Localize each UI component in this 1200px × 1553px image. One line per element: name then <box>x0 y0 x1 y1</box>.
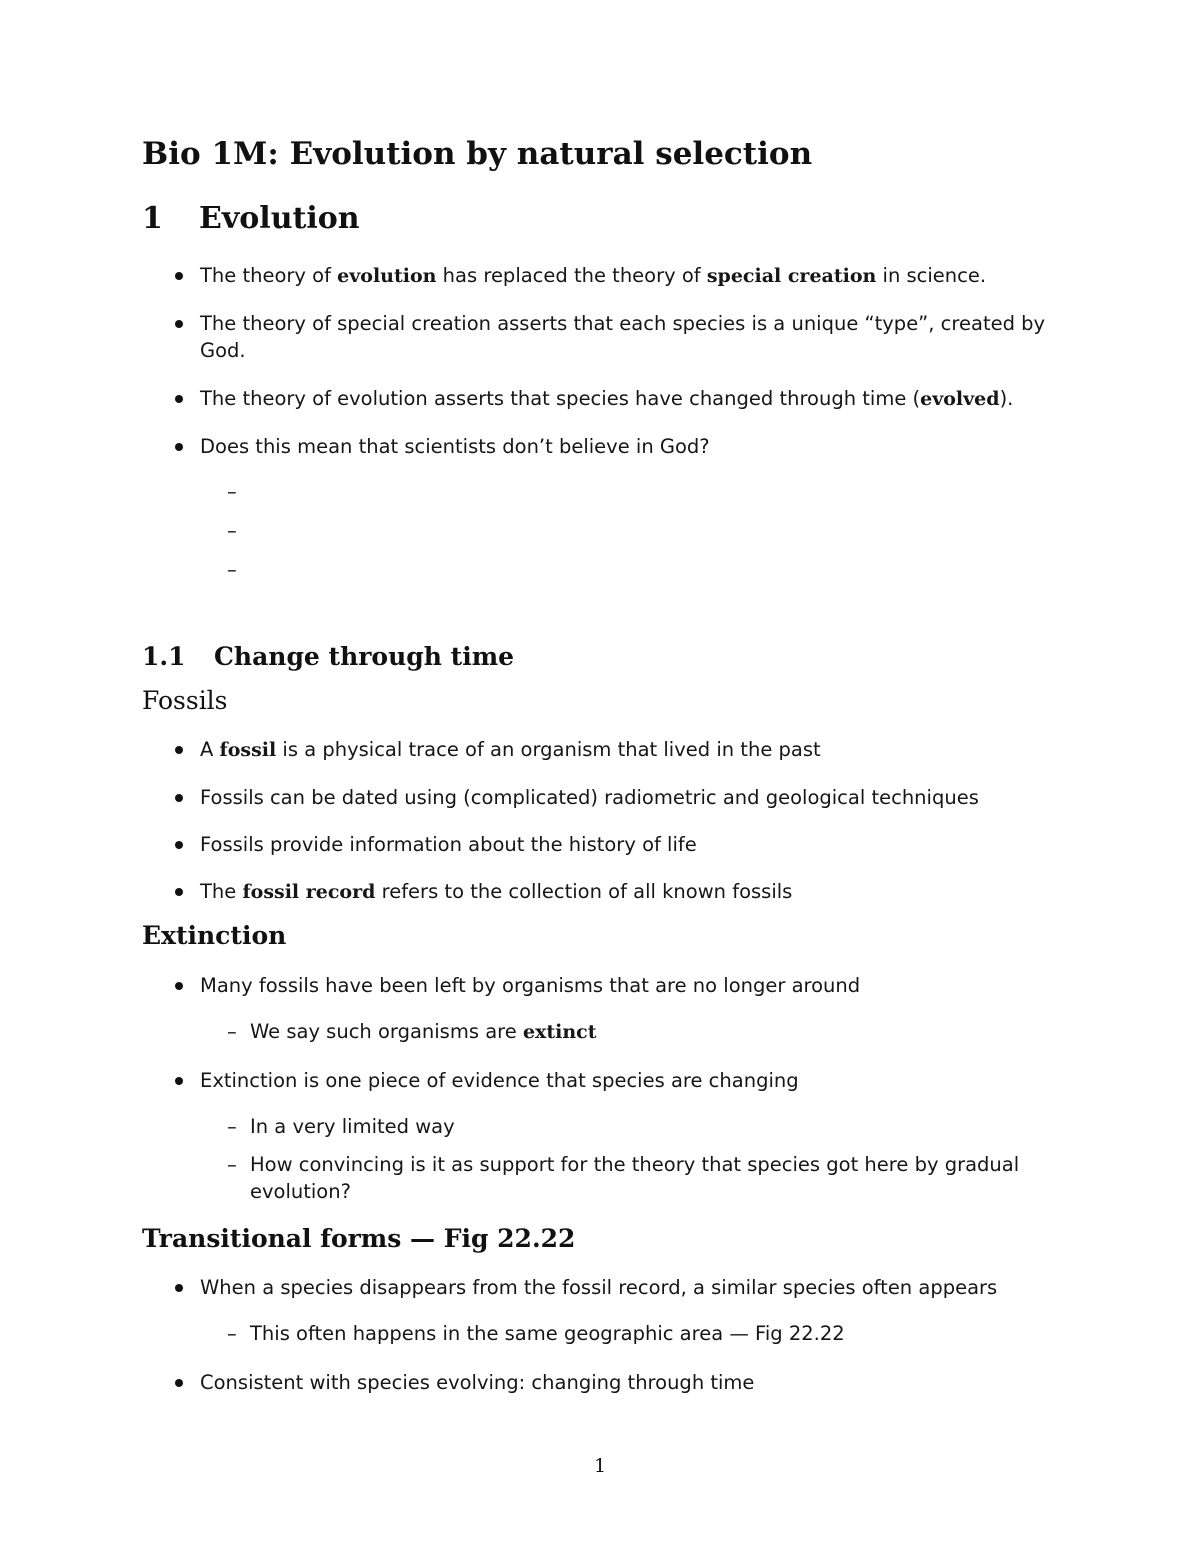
list-item: The theory of evolution asserts that species have changed through time (evolved). <box>200 387 1014 410</box>
sub-item-dash: – <box>227 1153 237 1176</box>
bullet-icon <box>175 888 183 896</box>
sub-list-item: In a very limited way <box>250 1115 455 1138</box>
list-item-continuation: God. <box>200 339 246 362</box>
sub-list-item-continuation: evolution? <box>250 1180 351 1203</box>
bullet-icon <box>175 1379 183 1387</box>
list-item: The fossil record refers to the collection of all known fossils <box>200 880 793 903</box>
sub-list-item: How convincing is it as support for the theory that species got here by gradual <box>250 1153 1020 1176</box>
list-item: A fossil is a physical trace of an organism that lived in the past <box>200 738 821 761</box>
subsection-heading-fossils: Fossils <box>142 686 228 715</box>
sub-item-dash: – <box>227 519 237 542</box>
subsection-heading-extinction: Extinction <box>142 921 287 950</box>
list-item: The theory of special creation asserts that each species is a unique “type”, created by <box>200 312 1046 335</box>
bullet-icon <box>175 841 183 849</box>
bullet-icon <box>175 320 183 328</box>
sub-list-item: This often happens in the same geographic area — Fig 22.22 <box>250 1322 845 1345</box>
list-item: Fossils can be dated using (complicated) radiometric and geological techniques <box>200 786 979 809</box>
list-item: Consistent with species evolving: changing through time <box>200 1371 755 1394</box>
bullet-icon <box>175 395 183 403</box>
bullet-icon <box>175 982 183 990</box>
sub-item-dash: – <box>227 1322 237 1345</box>
sub-item-dash: – <box>227 480 237 503</box>
bullet-icon <box>175 794 183 802</box>
bullet-icon <box>175 1284 183 1292</box>
bullet-icon <box>175 443 183 451</box>
sub-item-dash: – <box>227 1115 237 1138</box>
sub-list-item: We say such organisms are extinct <box>250 1020 597 1043</box>
list-item: Does this mean that scientists don’t believe in God? <box>200 435 710 458</box>
bullet-icon <box>175 746 183 754</box>
section-number: 1.1 <box>142 642 186 671</box>
section-1-1-heading <box>142 641 514 673</box>
section-title: Change through time <box>214 642 515 671</box>
page-number: 1 <box>593 1455 607 1477</box>
section-title: Evolution <box>199 201 360 236</box>
list-item: Fossils provide information about the history of life <box>200 833 697 856</box>
sub-item-dash: – <box>227 1020 237 1043</box>
subsection-heading-transitional: Transitional forms — Fig 22.22 <box>142 1224 576 1253</box>
list-item: The theory of evolution has replaced the theory of special creation in science. <box>200 264 987 287</box>
sub-item-dash: – <box>227 558 237 581</box>
bullet-icon <box>175 1077 183 1085</box>
section-1-heading <box>142 199 360 239</box>
list-item: When a species disappears from the fossil record, a similar species often appears <box>200 1276 998 1299</box>
list-item: Extinction is one piece of evidence that species are changing <box>200 1069 799 1092</box>
list-item: Many fossils have been left by organisms that are no longer around <box>200 974 861 997</box>
section-number: 1 <box>142 201 163 236</box>
document-title: Bio 1M: Evolution by natural selection <box>142 136 813 172</box>
bullet-icon <box>175 272 183 280</box>
